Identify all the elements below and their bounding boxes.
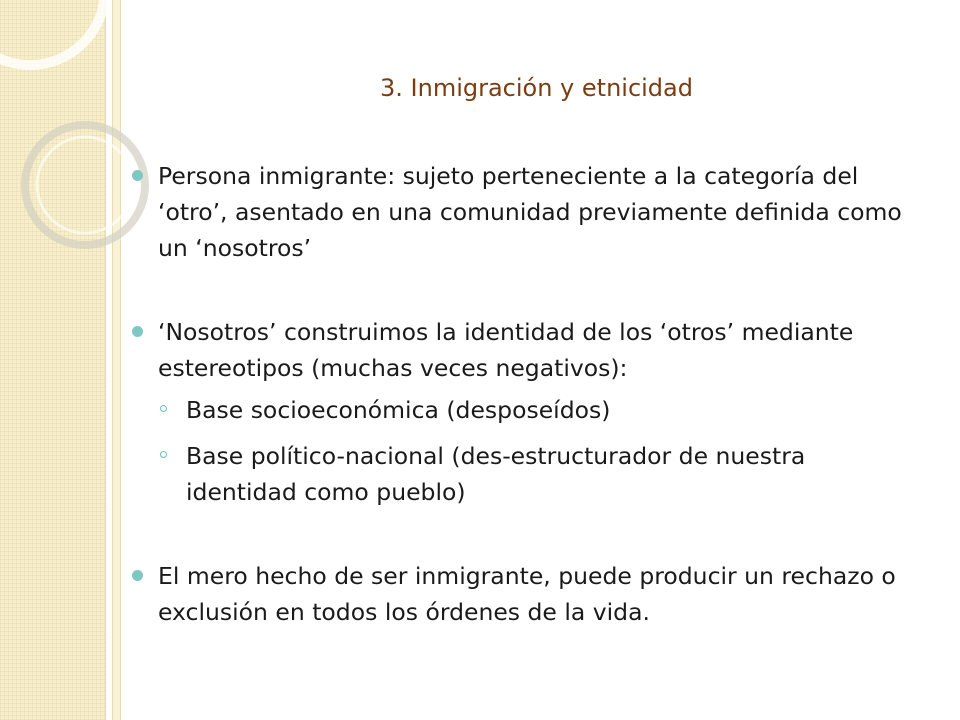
bullet-text: ‘Nosotros’ construimos la identidad de los ‘otros’ mediante estereotipos (muchas veces negativos): [158, 318, 854, 382]
bullet-text: Persona inmigrante: sujeto perteneciente a la categoría del ‘otro’, asentado en una comunidad previamente definida como un ‘nosotros’ [158, 162, 902, 262]
sub-bullet-text: Base socioeconómica (desposeídos) [186, 396, 611, 424]
decorative-ring-inner [37, 137, 133, 233]
slide-content [132, 158, 912, 630]
sub-bullet-item [132, 392, 912, 428]
bullet-item [132, 314, 912, 386]
bullet-icon [132, 326, 143, 337]
bullet-item [132, 158, 912, 266]
sub-bullet-icon [160, 451, 167, 458]
decorative-ring-top [0, 0, 105, 65]
bullet-icon [132, 570, 143, 581]
slide-title: 3. Inmigración y etnicidad [380, 74, 693, 102]
sub-bullet-item [132, 438, 912, 510]
decorative-ring-middle [25, 125, 145, 245]
bullet-item [132, 558, 912, 630]
sub-bullet-text: Base político-nacional (des-estructurador de nuestra identidad como pueblo) [186, 442, 806, 506]
bullet-icon [132, 170, 143, 181]
sub-bullet-icon [160, 405, 167, 412]
bullet-text: El mero hecho de ser inmigrante, puede producir un rechazo o exclusión en todos los órdenes de la vida. [158, 562, 896, 626]
